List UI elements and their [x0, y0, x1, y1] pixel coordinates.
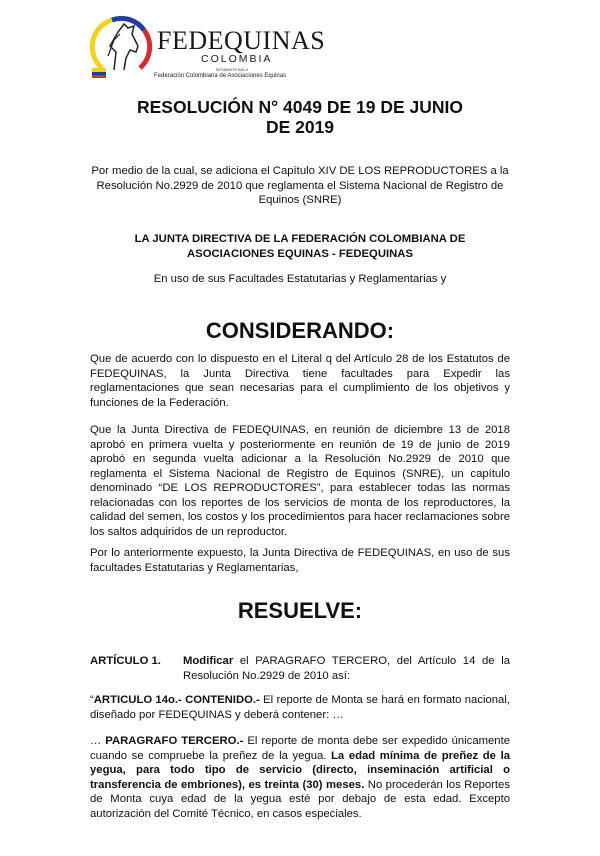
considerando-paragraph-1: Que de acuerdo con lo dispuesto en el Literal q del Artículo 28 de los Estatutos de FEDEQUINAS, la Junta Directiva tiene facultades para Expedir las reglamentaciones que sean necesarias para el cumplimiento de los objetivos y funciones de la Federación.	[90, 353, 510, 409]
article-1-verb: Modificar	[183, 655, 234, 667]
logo-subtitle: Federación Colombiana de Asociaciones Equinas	[154, 73, 287, 79]
article-1-text: el PARAGRAFO TERCERO, del Artículo 14 de la Resolución No.2929 de 2010 así:	[183, 655, 510, 682]
title-line-1: RESOLUCIÓN N° 4049 DE 19 DE JUNIO	[137, 97, 463, 117]
faculties-text: En uso de sus Facultades Estatutarias y Reglamentarias y	[153, 273, 447, 285]
horse-emblem-icon	[88, 12, 154, 80]
considerando-paragraph-2: Que la Junta Directiva de FEDEQUINAS, en reunión de diciembre 13 de 2018 aprobó en primera vuelta y posteriormente en reunión de 19 de junio de 2019 aprobó en segunda vuelta adicionar a la Resolución No.2929 de 2010 que reglamenta el Sistema Nacional de Registro de Equinos (SNRE), un capítulo denominado “DE LOS REPRODUCTORES”, para establecer todas las normas relacionadas con los reportes de los servicios de monta de los reproductores, la calidad del semen, los costos y los procedimientos para hacer reclamaciones sobre los saltos adquiridos de un reproductor.	[90, 424, 510, 538]
article-14-paragraph	[90, 693, 510, 722]
board-heading	[90, 232, 510, 262]
logo-country: COLOMBIA	[201, 53, 273, 65]
fedequinas-logo	[88, 12, 338, 82]
resuelve-heading: RESUELVE:	[237, 598, 363, 623]
considerando-paragraph-3: Por lo anteriormente expuesto, la Junta Directiva de FEDEQUINAS, en uso de sus facultades Estatutarias y Reglamentarias,	[90, 547, 510, 574]
logo-name: FEDEQUINAS	[157, 26, 326, 55]
ellipsis: …	[90, 735, 106, 747]
paragrafo-text-1: El reporte de monta debe ser expedido únicamente cuando se compruebe la preñez de la yegua.	[90, 735, 511, 762]
paragrafo-text-2: No procederán los Reportes de Monta cuya edad de la yegua esté por debajo de esta edad. Excepto autorización del Comité Técnico, en casos especiales.	[90, 778, 510, 820]
board-line-2: ASOCIACIONES EQUINAS - FEDEQUINAS	[187, 248, 413, 260]
paragrafo-tercero	[90, 734, 510, 821]
article-1-body	[183, 654, 510, 683]
logo-nit: NIT.860079.943-4	[216, 67, 248, 72]
title-line-2: DE 2019	[265, 117, 335, 137]
article-14-heading: ARTICULO 14o.- CONTENIDO.-	[93, 694, 260, 706]
resolution-title	[100, 97, 500, 137]
article-14-text: El reporte de Monta se hará en formato nacional, diseñado por FEDEQUINAS y deberá contener: …	[90, 694, 510, 721]
quote-mark: “	[90, 694, 94, 706]
article-1-label: ARTÍCULO 1.	[90, 655, 161, 667]
board-line-1: LA JUNTA DIRECTIVA DE LA FEDERACIÓN COLOMBIANA DE	[134, 233, 466, 245]
paragrafo-bold-rule: La edad mínima de preñez de la yegua, para todo tipo de servicio (directo, inseminación artificial o transferencia de embriones), es treinta (30) meses.	[90, 749, 511, 791]
paragrafo-heading: PARAGRAFO TERCERO.-	[105, 735, 244, 747]
intro-text: Por medio de la cual, se adiciona el Capítulo XIV DE LOS REPRODUCTORES a la Resolución No.2929 de 2010 que reglamenta el Sistema Nacional de Registro de Equinos (SNRE)	[91, 165, 509, 206]
considerando-heading: CONSIDERANDO:	[205, 318, 395, 343]
